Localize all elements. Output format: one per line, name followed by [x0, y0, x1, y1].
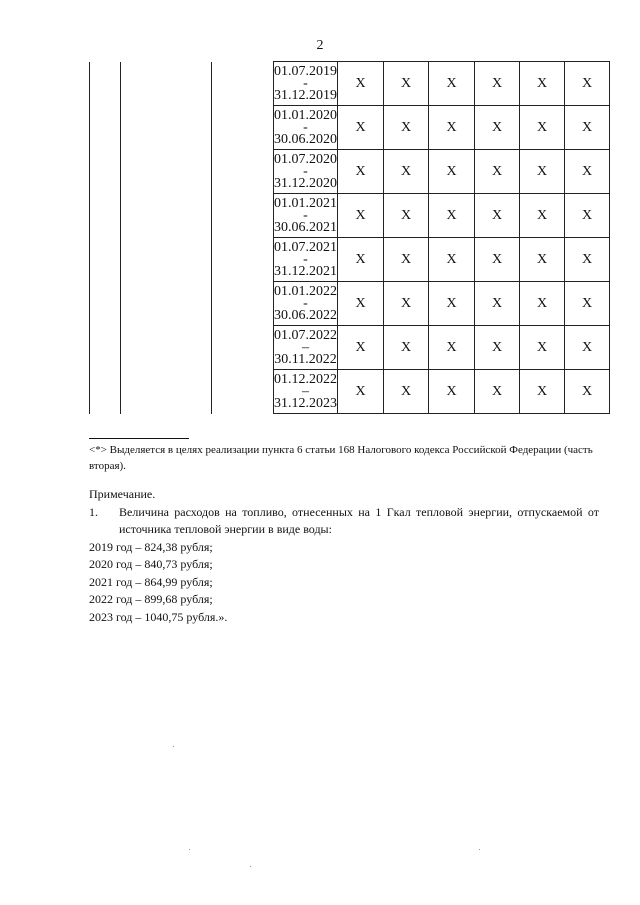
x-mark-cell: X — [429, 194, 475, 238]
x-mark-cell: X — [565, 238, 610, 282]
period-to: 30.06.2022 — [274, 307, 337, 323]
period-sep: - — [303, 207, 308, 223]
empty-cell — [90, 62, 121, 106]
empty-cell — [90, 282, 121, 326]
period-from: 01.07.2019 — [274, 63, 337, 79]
x-mark-cell: X — [475, 62, 520, 106]
empty-cell — [90, 150, 121, 194]
tariff-table — [89, 61, 610, 414]
period-to: 31.12.2020 — [274, 175, 337, 191]
empty-cell — [121, 282, 212, 326]
year-value-line: 2023 год – 1040,75 рубля.». — [89, 609, 228, 624]
scan-speck — [250, 866, 251, 867]
period-to: 30.06.2020 — [274, 131, 337, 147]
year-values-list — [89, 539, 599, 627]
notes-heading: Примечание. — [89, 487, 156, 501]
period-cell — [274, 238, 338, 282]
year-value-line: 2021 год – 864,99 рубля; — [89, 574, 213, 589]
x-mark-cell: X — [520, 282, 565, 326]
x-mark-cell: X — [338, 326, 384, 370]
year-value-line: 2022 год – 899,68 рубля; — [89, 592, 213, 606]
x-mark-cell: X — [475, 238, 520, 282]
x-mark-cell: X — [475, 194, 520, 238]
x-mark-cell: X — [520, 106, 565, 150]
period-cell — [274, 194, 338, 238]
period-cell — [274, 370, 338, 414]
scan-speck — [173, 746, 174, 747]
period-sep: – — [302, 383, 309, 399]
empty-cell — [212, 194, 274, 238]
period-to: 31.12.2023 — [274, 395, 337, 411]
period-to: 30.11.2022 — [274, 351, 337, 367]
empty-cell — [90, 194, 121, 238]
period-from: 01.07.2022 — [274, 327, 337, 343]
empty-cell — [212, 238, 274, 282]
x-mark-cell: X — [520, 326, 565, 370]
x-mark-cell: X — [384, 106, 429, 150]
x-mark-cell: X — [475, 150, 520, 194]
x-mark-cell: X — [384, 326, 429, 370]
period-sep: - — [303, 119, 308, 135]
empty-cell — [212, 150, 274, 194]
x-mark-cell: X — [384, 238, 429, 282]
x-mark-cell: X — [475, 282, 520, 326]
period-sep: - — [303, 251, 308, 267]
empty-cell — [121, 370, 212, 414]
x-mark-cell: X — [475, 326, 520, 370]
x-mark-cell: X — [429, 150, 475, 194]
x-mark-cell: X — [338, 106, 384, 150]
x-mark-cell: X — [429, 62, 475, 106]
table-row — [90, 370, 610, 414]
period-from: 01.07.2020 — [274, 151, 337, 167]
table-row — [90, 62, 610, 106]
empty-cell — [121, 106, 212, 150]
x-mark-cell: X — [429, 282, 475, 326]
x-mark-cell: X — [384, 370, 429, 414]
empty-cell — [212, 106, 274, 150]
period-from: 01.07.2021 — [274, 239, 337, 255]
x-mark-cell: X — [565, 150, 610, 194]
period-cell — [274, 106, 338, 150]
period-to: 31.12.2019 — [274, 87, 337, 103]
year-value-line: 2019 год – 824,38 рубля; — [89, 539, 213, 554]
x-mark-cell: X — [565, 282, 610, 326]
period-from: 01.01.2020 — [274, 107, 337, 123]
period-cell — [274, 62, 338, 106]
x-mark-cell: X — [384, 194, 429, 238]
empty-cell — [121, 238, 212, 282]
period-to: 31.12.2021 — [274, 263, 337, 279]
empty-cell — [212, 282, 274, 326]
x-mark-cell: X — [475, 106, 520, 150]
note-item-number: 1. — [89, 504, 98, 519]
x-mark-cell: X — [429, 238, 475, 282]
period-sep: – — [302, 339, 309, 355]
x-mark-cell: X — [338, 370, 384, 414]
empty-cell — [212, 370, 274, 414]
table-row — [90, 238, 610, 282]
x-mark-cell: X — [429, 370, 475, 414]
x-mark-cell: X — [520, 194, 565, 238]
x-mark-cell: X — [565, 326, 610, 370]
empty-cell — [121, 150, 212, 194]
note-item-text: Величина расходов на топливо, отнесенных на 1 Гкал тепловой энергии, отпускаемой от источника тепловой энергии в виде воды: — [119, 504, 599, 536]
empty-cell — [90, 106, 121, 150]
x-mark-cell: X — [429, 326, 475, 370]
x-mark-cell: X — [338, 282, 384, 326]
x-mark-cell: X — [475, 370, 520, 414]
x-mark-cell: X — [384, 62, 429, 106]
notes-section — [89, 486, 599, 626]
page-number: 2 — [316, 38, 324, 53]
x-mark-cell: X — [520, 150, 565, 194]
period-to: 30.06.2021 — [274, 219, 337, 235]
x-mark-cell: X — [520, 238, 565, 282]
footnote: <*> Выделяется в целях реализации пункта 6 статьи 168 Налогового кодекса Российской Федерации (часть вторая). — [89, 444, 593, 472]
x-mark-cell: X — [338, 150, 384, 194]
x-mark-cell: X — [338, 62, 384, 106]
x-mark-cell: X — [565, 370, 610, 414]
period-from: 01.01.2021 — [274, 195, 337, 211]
period-from: 01.01.2022 — [274, 283, 337, 299]
empty-cell — [121, 326, 212, 370]
period-sep: - — [303, 295, 308, 311]
x-mark-cell: X — [520, 370, 565, 414]
empty-cell — [121, 62, 212, 106]
empty-cell — [90, 370, 121, 414]
empty-cell — [90, 238, 121, 282]
table-row — [90, 150, 610, 194]
empty-cell — [212, 62, 274, 106]
scan-speck — [479, 849, 480, 850]
period-sep: - — [303, 163, 308, 179]
empty-cell — [90, 326, 121, 370]
period-cell — [274, 282, 338, 326]
x-mark-cell: X — [384, 150, 429, 194]
x-mark-cell: X — [520, 62, 565, 106]
empty-cell — [121, 194, 212, 238]
period-cell — [274, 326, 338, 370]
period-sep: - — [303, 75, 308, 91]
table-body — [90, 62, 610, 414]
table-row — [90, 282, 610, 326]
note-item — [89, 504, 599, 539]
empty-cell — [212, 326, 274, 370]
x-mark-cell: X — [565, 106, 610, 150]
x-mark-cell: X — [338, 194, 384, 238]
footnote-divider — [89, 438, 189, 439]
x-mark-cell: X — [565, 194, 610, 238]
scan-speck — [189, 849, 190, 850]
x-mark-cell: X — [565, 62, 610, 106]
year-value-line: 2020 год – 840,73 рубля; — [89, 557, 213, 571]
x-mark-cell: X — [429, 106, 475, 150]
period-from: 01.12.2022 — [274, 371, 337, 387]
period-cell — [274, 150, 338, 194]
x-mark-cell: X — [338, 238, 384, 282]
table-row — [90, 326, 610, 370]
x-mark-cell: X — [384, 282, 429, 326]
table-row — [90, 194, 610, 238]
table-row — [90, 106, 610, 150]
